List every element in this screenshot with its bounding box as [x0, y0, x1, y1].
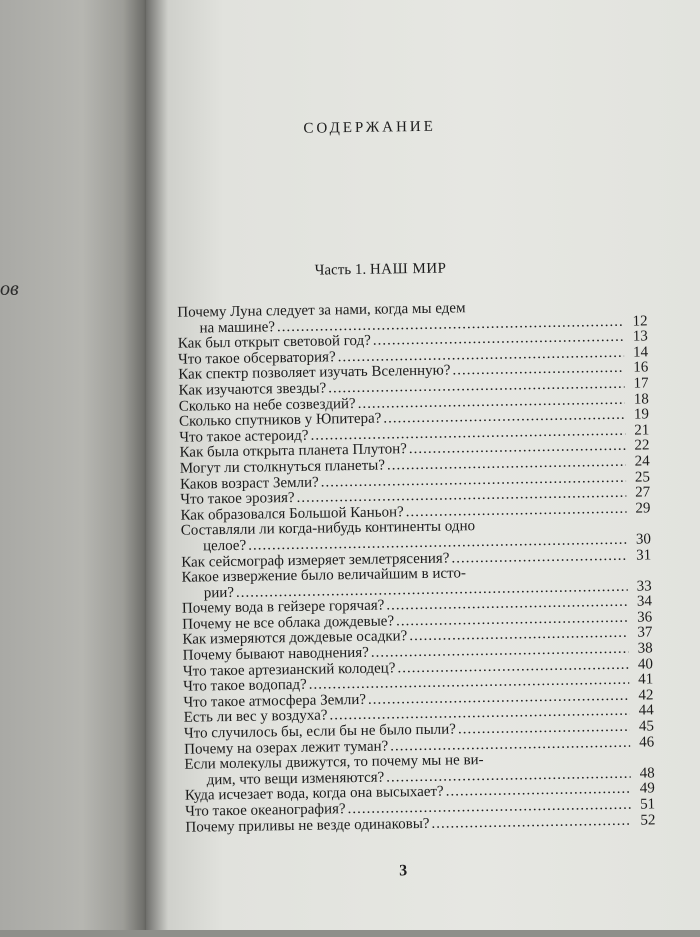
- toc-entry-title: Почему на озерах лежит туман?: [184, 738, 389, 758]
- toc-entry-title: Почему Луна следует за нами, когда мы едем: [177, 300, 466, 321]
- toc-entry-title: Что такое артезианский колодец?: [182, 660, 396, 680]
- toc-entry-page: 52: [640, 811, 656, 829]
- toc-entry-page: 40: [637, 656, 654, 673]
- toc-entries: [177, 298, 655, 836]
- toc-entry-title: Почему приливы не везде одинаковы?: [185, 815, 430, 836]
- dot-leader: [451, 548, 627, 566]
- toc-entry-title: Каков возраст Земли?: [179, 474, 319, 493]
- toc-entry-title: Есть ли вес у воздуха?: [183, 707, 328, 727]
- toc-entry-page: 37: [637, 624, 653, 642]
- toc-entry-page: 13: [632, 328, 648, 345]
- toc-entry-page: 29: [635, 500, 651, 517]
- toc-entry-title: Что такое астероид?: [179, 427, 309, 446]
- part-label: Часть 1.: [314, 261, 367, 279]
- toc-entry-page: 49: [639, 780, 656, 797]
- toc-entry-page: 48: [639, 765, 655, 782]
- toc-entry-page: 24: [634, 453, 650, 470]
- toc-entry-title: Куда исчезает вода, когда она высыхает?: [184, 784, 444, 805]
- toc-entry-page: 41: [638, 671, 654, 688]
- toc-entry-page: 33: [636, 578, 652, 595]
- toc-entry-title: Что такое эрозия?: [180, 490, 295, 508]
- page-title: СОДЕРЖАНИЕ: [303, 118, 436, 137]
- toc-entry-title: рии?: [203, 584, 235, 602]
- toc-entry-page: 21: [634, 422, 650, 439]
- toc-entry-page: 12: [632, 313, 648, 330]
- part-name: НАШ МИР: [369, 260, 447, 278]
- toc-entry-title: Как измеряются дождевые осадки?: [182, 628, 408, 649]
- toc-entry-page: 18: [633, 390, 649, 408]
- toc-entry-page: 46: [639, 733, 655, 751]
- toc-entry-page: 27: [635, 484, 651, 501]
- toc-entry-title: Как была открыта планета Плутон?: [179, 441, 407, 462]
- toc-entry-page: 31: [636, 546, 652, 564]
- toc-entry-title: Как изучаются звезды?: [178, 380, 327, 399]
- toc-entry-page: 16: [633, 359, 649, 377]
- dot-leader: [431, 813, 631, 832]
- toc-entry-title: Что такое водопад?: [183, 677, 307, 695]
- toc-entry-page: 30: [635, 531, 652, 548]
- page-number: 3: [399, 862, 408, 880]
- toc-entry-page: 38: [637, 640, 653, 657]
- toc-entry-page: 36: [637, 609, 653, 626]
- toc-entry-title: целое?: [202, 537, 247, 555]
- toc-entry-page: 45: [638, 718, 655, 735]
- toc-entry-page: 14: [632, 344, 649, 361]
- toc-entry-title: Что случилось бы, если бы не было пыли?: [183, 721, 457, 742]
- toc-entry-page: 51: [639, 796, 656, 813]
- toc-entry-title: Почему не все облака дождевые?: [182, 613, 395, 633]
- part-heading: [315, 261, 447, 280]
- toc-entry-title: дим, что вещи изменяются?: [206, 769, 385, 789]
- left-page-text-fragment: ов: [0, 278, 19, 300]
- toc-entry-title: Как был открыт световой год?: [177, 332, 371, 352]
- toc-entry-page: 34: [636, 593, 653, 610]
- toc-entry-page: 19: [633, 406, 650, 423]
- toc-entry-title: Что такое обсерватория?: [177, 349, 336, 368]
- toc-entry-title: Составляли ли когда-нибудь континенты одно: [180, 518, 476, 540]
- toc-entry-title: Что такое атмосфера Земли?: [183, 691, 367, 711]
- toc-entry-title: Могут ли столкнуться планеты?: [179, 457, 386, 477]
- toc-entry-page: 25: [634, 468, 651, 486]
- toc-entry-page: 22: [634, 437, 650, 454]
- toc-entry-title: Как спектр позволяет изучать Вселенную?: [178, 362, 451, 384]
- toc-entry-page: 42: [638, 687, 654, 704]
- toc-entry-page: 44: [638, 702, 654, 720]
- toc-entry-title: Почему бывают наводнения?: [182, 644, 369, 664]
- toc-entry-title: Что такое океанография?: [185, 801, 346, 820]
- toc-entry-title: Если молекулы движутся, то почему мы не ви-: [184, 752, 484, 773]
- toc-entry-title: на машине?: [199, 318, 276, 337]
- toc-entry-title: Сколько спутников у Юпитера?: [178, 410, 382, 430]
- toc-entry-page: 17: [633, 375, 649, 392]
- toc-entry-title: Почему вода в гейзере горячая?: [181, 597, 385, 618]
- toc-entry-title: Сколько на небе созвездий?: [178, 395, 356, 415]
- toc-entry-title: Как образовался Большой Каньон?: [180, 503, 404, 524]
- toc-entry-title: Какое извержение было величайшим в исто-: [181, 565, 467, 586]
- toc-entry-title: Как сейсмограф измеряет землетрясения?: [181, 550, 450, 571]
